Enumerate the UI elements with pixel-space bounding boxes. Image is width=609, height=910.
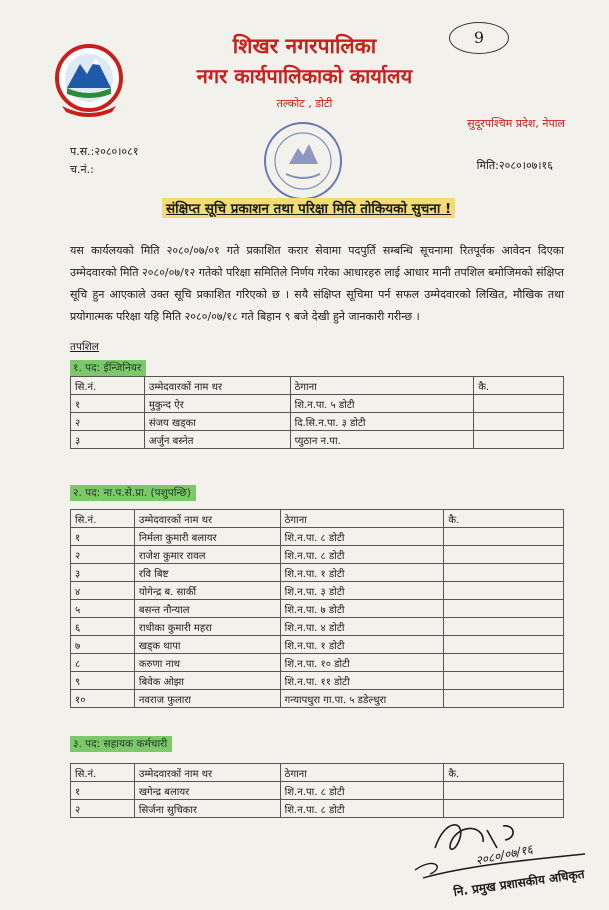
cell-address: शि.न.पा. ४ डोटी: [280, 618, 444, 636]
cell-address: शि.न.पा. ८ डोटी: [280, 800, 444, 818]
page-number: 9: [449, 22, 509, 54]
notice-body: यस कार्यलयको मिति २०८०/०७/०१ गते प्रकाशित करार सेवामा पदपुर्ति सम्बन्धि सूचनामा रितपूर्वक आवेदन दिएका उम्मेदवारको मिति २०८०/०७/१२ गतेको परिक्षा समितिले निर्णय गरेका आधारहरु लाई आधार मानी तपशिल बमोजिमको संक्षिप्त सूचि हुन आएकाले उक्त सूचि प्रकाशित गरिएको छ । सयै संक्षिप्त सूचिमा पर्न सफल उम्मेदवारको लिखित, मौखिक तथा प्रयोगात्मक परिक्षा यहि मिति २०८०/०७/१८ गते बिहान ९ बजे देखी हुने जानकारी गरीन्छ ।: [70, 244, 564, 323]
cell-name: करुणा नाथ: [134, 654, 280, 672]
office-seal-stamp: [262, 120, 344, 202]
cell-address: शि.न.पा. १ डोटी: [280, 564, 444, 582]
table-row: [71, 600, 564, 618]
detail-label: तपशिल: [70, 341, 99, 353]
cell-remarks: [474, 413, 564, 431]
office-name: नगर कार्यपालिकाको कार्यालय: [196, 64, 413, 88]
table-row: [71, 431, 564, 449]
cell-sn: ३: [71, 431, 145, 449]
handwritten-signature: [405, 808, 600, 903]
cell-name: निर्मला कुमारी बलायर: [134, 528, 280, 546]
cell-name: खड्क थापा: [134, 636, 280, 654]
header-address: ठेगाना: [280, 764, 444, 782]
candidate-table-engineer: [70, 376, 564, 449]
table-header-row: [71, 510, 564, 528]
cell-sn: १: [71, 395, 145, 413]
cell-name: अर्जुन बस्नेत: [144, 431, 290, 449]
cell-remarks: [444, 636, 564, 654]
candidate-table-veterinary: [70, 509, 564, 708]
cell-name: राधीका कुमारी महरा: [134, 618, 280, 636]
municipality-name: शिखर नगरपालिका: [232, 34, 377, 58]
cell-sn: २: [71, 546, 135, 564]
signature-date: २०८०/०७/१६: [474, 842, 534, 868]
cell-address: शि.न.पा. ५ डोटी: [290, 395, 474, 413]
cell-address: शि.न.पा. ११ डोटी: [280, 672, 444, 690]
cell-sn: २: [71, 413, 145, 431]
cell-address: शि.न.पा. १० डोटी: [280, 654, 444, 672]
table-row: [71, 672, 564, 690]
province-label: सुदूरपश्चिम प्रदेश, नेपाल: [467, 117, 565, 130]
table-row: [71, 654, 564, 672]
cell-remarks: [444, 690, 564, 708]
cell-remarks: [444, 546, 564, 564]
section-title-engineer: १. पद: ईन्जिनियर: [70, 360, 146, 376]
cell-name: खगेन्द्र बलायर: [134, 782, 280, 800]
cell-sn: ४: [71, 582, 135, 600]
office-location: तल्कोट , डोटी: [276, 97, 333, 110]
table-row: [71, 546, 564, 564]
table-row: [71, 395, 564, 413]
signatory-designation: नि. प्रमुख प्रशासकीय अधिकृत: [452, 866, 586, 900]
cell-remarks: [474, 431, 564, 449]
cell-name: राजेश कुमार रावल: [134, 546, 280, 564]
cell-sn: १: [71, 782, 135, 800]
cell-remarks: [444, 528, 564, 546]
table-row: [71, 618, 564, 636]
cell-sn: ७: [71, 636, 135, 654]
header-remarks: कै.: [444, 510, 564, 528]
notice-title: संक्षिप्त सूचि प्रकाशन तथा परिक्षा मिति तोकियको सुचना !: [162, 198, 455, 218]
header-name: उम्मेदवारकों नाम थर: [134, 510, 280, 528]
cell-remarks: [444, 564, 564, 582]
cell-address: प्युठान न.पा.: [290, 431, 474, 449]
header-remarks: कै.: [474, 377, 564, 395]
table-row: [71, 582, 564, 600]
table-header-row: [71, 377, 564, 395]
cell-sn: १०: [71, 690, 135, 708]
cell-name: रवि बिष्ट: [134, 564, 280, 582]
cell-address: शि.न.पा. ३ डोटी: [280, 582, 444, 600]
table-row: [71, 636, 564, 654]
cell-sn: ६: [71, 618, 135, 636]
header-address: ठेगाना: [280, 510, 444, 528]
table-row: [71, 413, 564, 431]
cell-address: शि.न.पा. ८ डोटी: [280, 528, 444, 546]
header-address: ठेगाना: [290, 377, 474, 395]
cell-address: शि.न.पा. ८ डोटी: [280, 546, 444, 564]
header-sn: सि.नं.: [71, 764, 135, 782]
cell-address: शि.न.पा. १ डोटी: [280, 636, 444, 654]
cell-name: बसन्त नौन्याल: [134, 600, 280, 618]
dispatch-number: च.नं.:: [70, 163, 94, 176]
header-remarks: कै.: [444, 764, 564, 782]
cell-remarks: [444, 654, 564, 672]
header-sn: सि.नं.: [71, 510, 135, 528]
table-header-row: [71, 764, 564, 782]
header-sn: सि.नं.: [71, 377, 145, 395]
header-name: उम्मेदवारकों नाम थर: [144, 377, 290, 395]
cell-remarks: [444, 618, 564, 636]
cell-name: सिर्जना सुचिकार: [134, 800, 280, 818]
table-row: [71, 690, 564, 708]
section-title-assistant: ३. पद: सहायक कर्मचारी: [70, 736, 172, 752]
table-row: [71, 564, 564, 582]
reference-number: प.स.:२०८०।०८१: [70, 145, 139, 158]
cell-name: संजय खड्का: [144, 413, 290, 431]
cell-remarks: [444, 782, 564, 800]
cell-address: दि.सि.न.पा. ३ डोटी: [290, 413, 474, 431]
cell-sn: ९: [71, 672, 135, 690]
letter-date: मिति:२०८०।०७।१६: [476, 159, 553, 172]
cell-name: बिवेक ओझा: [134, 672, 280, 690]
cell-remarks: [444, 600, 564, 618]
cell-address: शि.न.पा. ७ डोटी: [280, 600, 444, 618]
cell-sn: १: [71, 528, 135, 546]
table-row: [71, 782, 564, 800]
cell-name: नवराज फुलारा: [134, 690, 280, 708]
cell-sn: ५: [71, 600, 135, 618]
cell-remarks: [444, 672, 564, 690]
cell-remarks: [474, 395, 564, 413]
cell-sn: २: [71, 800, 135, 818]
cell-name: योगेन्द्र ब. सार्की: [134, 582, 280, 600]
cell-address: शि.न.पा. ८ डोटी: [280, 782, 444, 800]
cell-name: मुकुन्द ऐर: [144, 395, 290, 413]
section-title-veterinary: २. पद: ना.प.से.प्रा. (पशुपन्छि): [70, 485, 196, 501]
cell-sn: ३: [71, 564, 135, 582]
table-row: [71, 528, 564, 546]
header-name: उम्मेदवारकों नाम थर: [134, 764, 280, 782]
cell-sn: ८: [71, 654, 135, 672]
cell-address: गन्यापधुरा गा.पा. ५ डडेल्धुरा: [280, 690, 444, 708]
cell-remarks: [444, 582, 564, 600]
